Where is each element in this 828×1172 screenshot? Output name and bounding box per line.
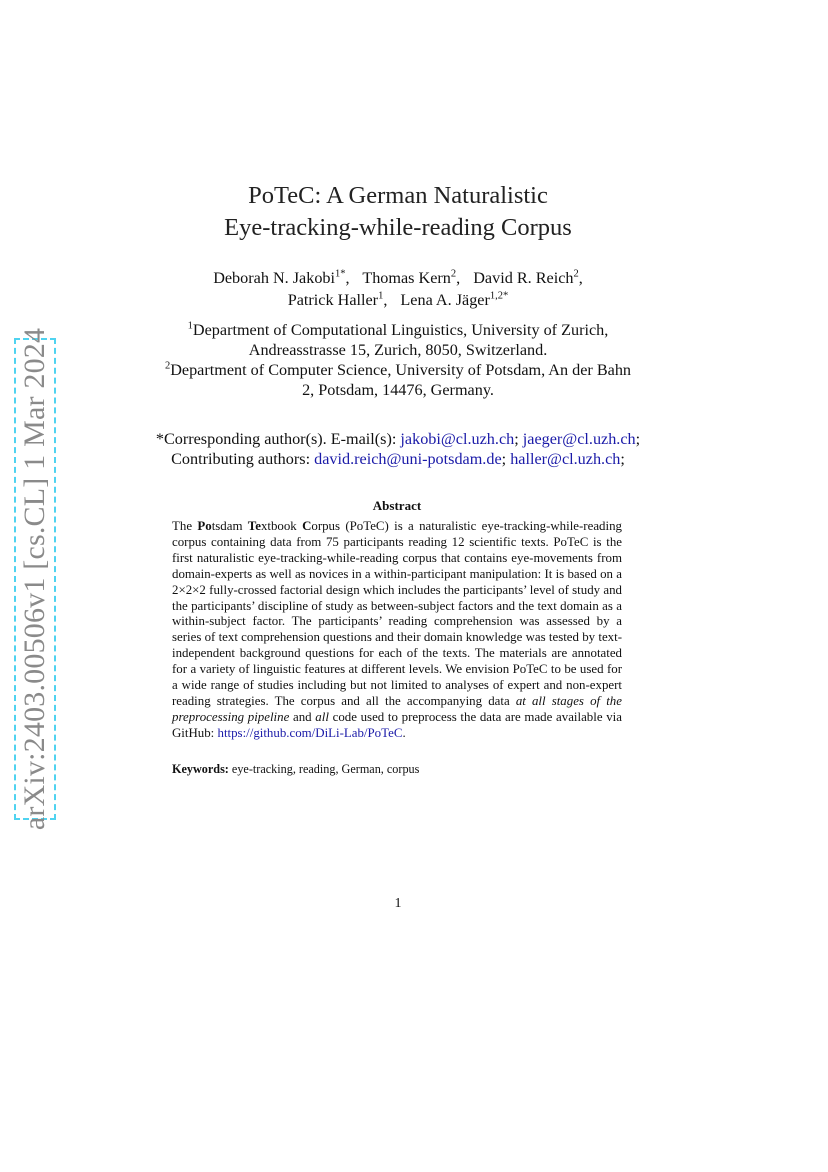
affiliation-1-line-2: Andreasstrasse 15, Zurich, 8050, Switzerland. (248, 341, 548, 359)
email-link[interactable]: jaeger@cl.uzh.ch (522, 430, 636, 448)
abstract-fragment: orpus (PoTeC) is a naturalistic eye-tracking-while-reading corpus containing data from 75 participants reading 12 scientific texts. (172, 519, 622, 549)
affiliation-mark: 2 (164, 360, 171, 372)
affiliation-text: Department of Computational Linguistics, University of Zurich, (192, 321, 609, 339)
author-affil-mark: 1,2* (489, 290, 509, 302)
keywords-value: eye-tracking, reading, German, corpus (231, 762, 420, 776)
corresponding-line: *Corresponding author(s). E-mail(s): jakobi@cl.uzh.ch; jaeger@cl.uzh.ch; (155, 430, 641, 448)
author-name: Lena A. Jäger (400, 290, 490, 309)
abstract-italic-fragment: at all stages of the preprocessing pipeline (172, 693, 622, 724)
title-line-1: PoTeC: A German Naturalistic (248, 182, 548, 209)
abstract-bold-fragment: C (302, 519, 312, 533)
abstract-fragment: code used to preprocess the data are made available via GitHub: (172, 709, 622, 740)
abstract-bold-fragment: Po (197, 519, 212, 533)
abstract-fragment: tsdam (211, 519, 243, 533)
author-affil-mark: 2 (450, 268, 457, 280)
email-link[interactable]: haller@cl.uzh.ch (510, 450, 621, 468)
affiliation-mark: 1 (187, 320, 193, 332)
author-affil-mark: 1* (335, 268, 346, 280)
abstract-fragment: xtbook (260, 519, 297, 533)
author-list (150, 268, 646, 311)
abstract-fragment: . (402, 725, 406, 740)
author-line-1: Deborah N. Jakobi$^{1*}$, Thomas Kern$^2$, David R. Reich$^2$, (213, 268, 583, 287)
abstract-fragment: and (292, 709, 312, 724)
contact-info (140, 429, 656, 469)
github-link[interactable]: https://github.com/DiLi-Lab/PoTeC (217, 725, 403, 740)
author-name: David R. Reich (473, 269, 574, 287)
email-link[interactable]: david.reich@uni-potsdam.de (314, 450, 502, 468)
author-name: Thomas Kern (362, 269, 451, 287)
author-affil-mark: 1 (378, 290, 384, 302)
author-name: Deborah N. Jakobi (213, 269, 336, 287)
affiliation-2-line-1 (140, 360, 656, 380)
abstract-fragment: PoTeC is the first naturalistic eye-tracking-while-reading corpus that contains eye-movements from domain-experts as well as novices in a within-participant manipulation: It is based on a 2×2×2 fully-crossed factorial design which includes the participants’ level of study and the participants’ discipline of study as between-subject factors and the text domain as a within-subject factor. The participants’ reading comprehension was assessed by a series of text comprehension questions and their domain knowledge was tested by text-independent background questions for each of the texts. The materials are annotated for a variety of linguistic features at different levels. We envision PoTeC to be used for a wide range of studies including but not limited to analyses of expert and non-expert reading strategies. The corpus and all the accompanying data (172, 534, 622, 708)
corresponding-label: *Corresponding author(s). E-mail(s): (155, 430, 397, 448)
author-affil-mark: 2 (573, 268, 579, 280)
keywords (172, 762, 622, 777)
abstract-heading: Abstract (372, 498, 422, 513)
title-line-2: Eye-tracking-while-reading Corpus (224, 214, 572, 241)
abstract-italic-fragment: all (315, 709, 329, 724)
affiliation-2-line-2: 2, Potsdam, 14476, Germany. (302, 381, 494, 399)
abstract-fragment: The (172, 519, 193, 533)
abstract-text (172, 519, 622, 742)
author-name: Patrick Haller (287, 290, 379, 309)
affiliation-text: Department of Computer Science, University of Potsdam, An der Bahn (170, 361, 632, 379)
author-line-2: Patrick Haller$^1$, Lena A. Jäger$^{1,2*}$ (287, 290, 509, 309)
affiliation-1-line-1 (140, 320, 656, 340)
arxiv-stamp-text: arXiv:2403.00506v1 [cs.CL] 1 Mar 2024 (18, 327, 51, 831)
abstract-bold-fragment: Te (247, 519, 261, 533)
arxiv-stamp (14, 327, 60, 831)
email-link[interactable]: jakobi@cl.uzh.ch (400, 430, 515, 448)
contributing-line: Contributing authors: david.reich@uni-potsdam.de; haller@cl.uzh.ch; (171, 450, 625, 468)
contributing-label: Contributing authors: (171, 450, 311, 468)
paper-title (160, 180, 636, 244)
keywords-label: Keywords: (172, 762, 229, 776)
page-number: 1 (394, 896, 402, 911)
affiliations (140, 320, 656, 400)
